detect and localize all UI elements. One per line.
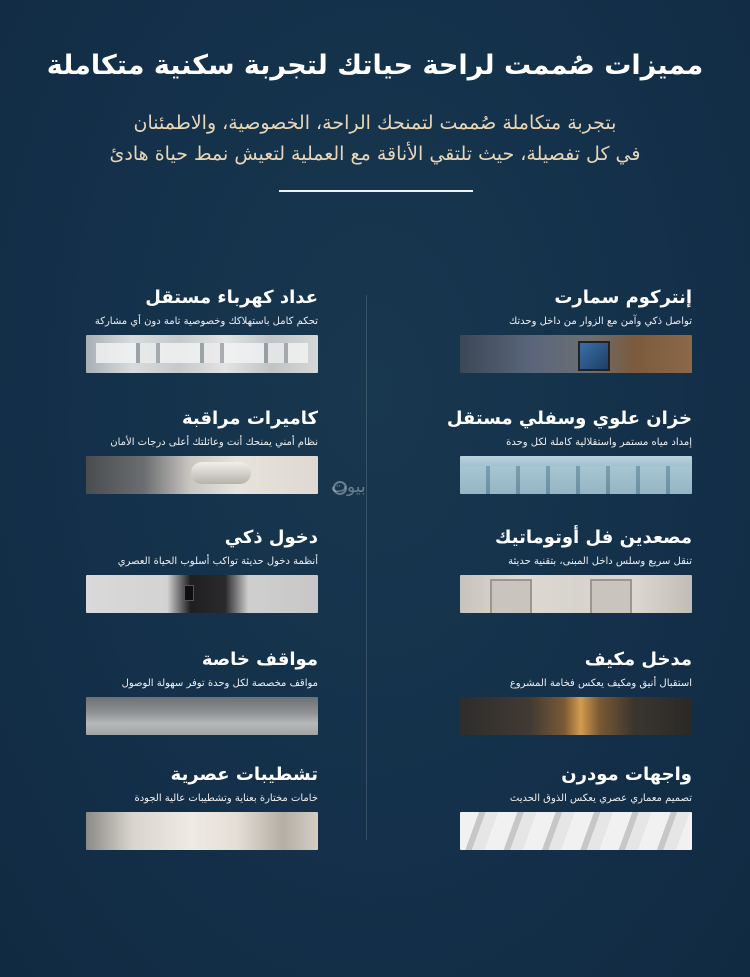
facade-image bbox=[460, 812, 692, 850]
feature-description: تصميم معماري عصري يعكس الذوق الحديث bbox=[509, 793, 692, 804]
feature-description: تنقل سريع وسلس داخل المبنى، بتقنية حديثة bbox=[508, 556, 692, 567]
feature-modern-facades bbox=[460, 764, 692, 850]
feature-title: تشطيبات عصرية bbox=[170, 764, 318, 785]
feature-cameras bbox=[86, 408, 318, 494]
subtitle-line-2: في كل تفصيلة، حيث تلتقي الأناقة مع العملية لتعيش نمط حياة هادئ bbox=[109, 143, 641, 165]
feature-title: كاميرات مراقبة bbox=[181, 408, 318, 429]
finishes-image bbox=[86, 812, 318, 850]
feature-title: إنتركوم سمارت bbox=[554, 287, 692, 308]
feature-title: دخول ذكي bbox=[224, 527, 318, 548]
center-divider bbox=[366, 295, 367, 840]
page-subtitle bbox=[50, 108, 700, 170]
feature-description: أنظمة دخول حديثة تواكب أسلوب الحياة العصري bbox=[117, 556, 318, 567]
feature-title: عداد كهرباء مستقل bbox=[145, 287, 318, 308]
feature-smart-intercom bbox=[460, 287, 692, 373]
feature-description: إمداد مياه مستمر واستقلالية كاملة لكل وحدة bbox=[506, 437, 692, 448]
feature-electric-meter bbox=[86, 287, 318, 373]
water-tanks-image bbox=[460, 456, 692, 494]
feature-description: مواقف مخصصة لكل وحدة توفر سهولة الوصول bbox=[121, 678, 318, 689]
feature-private-parking bbox=[86, 649, 318, 735]
feature-description: استقبال أنيق ومكيف يعكس فخامة المشروع bbox=[509, 678, 692, 689]
feature-title: مصعدين فل أوتوماتيك bbox=[495, 527, 692, 548]
lobby-image bbox=[460, 697, 692, 735]
feature-description: تحكم كامل باستهلاكك وخصوصية تامة دون أي مشاركة bbox=[94, 316, 318, 327]
feature-description: خامات مختارة بعناية وتشطيبات عالية الجودة bbox=[134, 793, 318, 804]
feature-title: واجهات مودرن bbox=[561, 764, 692, 785]
watermark: بيوت bbox=[331, 477, 366, 497]
header-divider bbox=[279, 190, 473, 192]
feature-ac-entrance bbox=[460, 649, 692, 735]
page-title: مميزات صُممت لراحة حياتك لتجربة سكنية متكاملة bbox=[46, 50, 704, 81]
smart-lock-image bbox=[86, 575, 318, 613]
feature-title: خزان علوي وسفلي مستقل bbox=[446, 408, 692, 429]
elevator-image bbox=[460, 575, 692, 613]
electric-meter-image bbox=[86, 335, 318, 373]
intercom-image bbox=[460, 335, 692, 373]
feature-title: مدخل مكيف bbox=[584, 649, 692, 670]
feature-title: مواقف خاصة bbox=[201, 649, 318, 670]
subtitle-line-1: بتجربة متكاملة صُممت لتمنحك الراحة، الخصوصية، والاطمئنان bbox=[133, 112, 617, 134]
feature-description: تواصل ذكي وآمن مع الزوار من داخل وحدتك bbox=[508, 316, 692, 327]
camera-image bbox=[86, 456, 318, 494]
parking-image bbox=[86, 697, 318, 735]
feature-elevators bbox=[460, 527, 692, 613]
feature-water-tanks bbox=[446, 408, 692, 494]
feature-modern-finishes bbox=[86, 764, 318, 850]
feature-description: نظام أمني يمنحك أنت وعائلتك أعلى درجات الأمان bbox=[110, 437, 318, 448]
feature-smart-entry bbox=[86, 527, 318, 613]
